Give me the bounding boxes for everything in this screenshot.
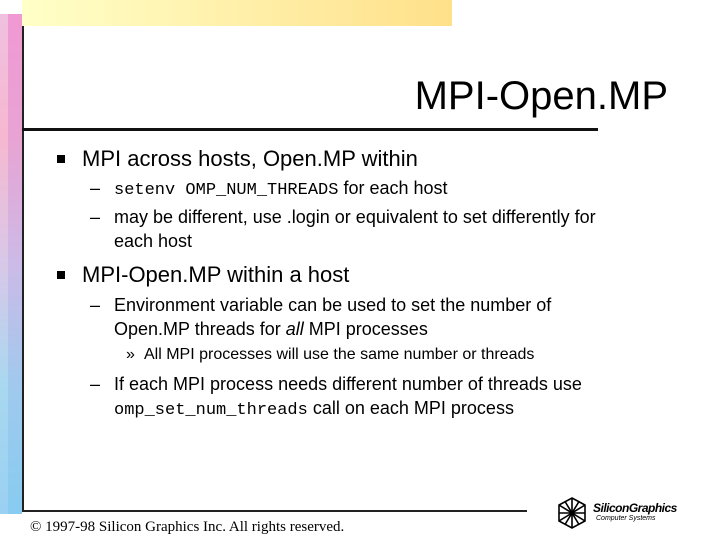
dash-marker: – bbox=[90, 374, 101, 394]
dash-marker: – bbox=[90, 178, 101, 198]
sub-item-text: MPI processes bbox=[303, 319, 428, 339]
bottom-divider bbox=[22, 510, 527, 512]
bullet-text: MPI-Open.MP within a host bbox=[82, 262, 350, 287]
emphasis-text: all bbox=[285, 319, 304, 339]
copyright-footer: © 1997-98 Silicon Graphics Inc. All rights reserved. bbox=[30, 519, 345, 535]
logo-wordmark: SiliconGraphics bbox=[593, 501, 677, 515]
bullet-text: MPI across hosts, Open.MP within bbox=[82, 146, 418, 171]
logo-tagline: Computer Systems bbox=[596, 515, 656, 522]
slide-title: MPI-Open.MP bbox=[414, 74, 668, 118]
top-accent-bar bbox=[22, 0, 452, 26]
sub-item-line bbox=[114, 396, 514, 423]
title-divider bbox=[22, 128, 598, 131]
sub-item-line bbox=[114, 317, 428, 341]
dash-marker: – bbox=[90, 295, 101, 315]
subsub-marker: » bbox=[126, 346, 135, 363]
sub-item-text: for each host bbox=[338, 178, 448, 198]
sub-item-line: each host bbox=[114, 231, 193, 251]
code-text: omp_set_num_threads bbox=[114, 401, 308, 420]
sub-item-line: may be different, use .login or equivalent to set differently for bbox=[114, 207, 596, 227]
subsub-item: All MPI processes will use the same number or threads bbox=[144, 346, 535, 363]
left-divider bbox=[22, 26, 24, 510]
dash-marker: – bbox=[90, 207, 101, 227]
sub-item-text: call on each MPI process bbox=[307, 398, 514, 418]
sub-item-line: If each MPI process needs different number of threads use bbox=[114, 374, 582, 394]
sub-item-line: Environment variable can be used to set the number of bbox=[114, 295, 552, 315]
sub-item-text: Open.MP threads for bbox=[114, 319, 286, 339]
sgi-cube-icon bbox=[556, 496, 588, 530]
bullet-square bbox=[57, 271, 65, 279]
code-text: setenv OMP_NUM_THREADS bbox=[114, 181, 339, 200]
bullet-square bbox=[57, 155, 65, 163]
sub-item bbox=[114, 176, 448, 203]
left-accent-bar bbox=[0, 14, 22, 514]
silicon-graphics-logo bbox=[556, 496, 681, 530]
